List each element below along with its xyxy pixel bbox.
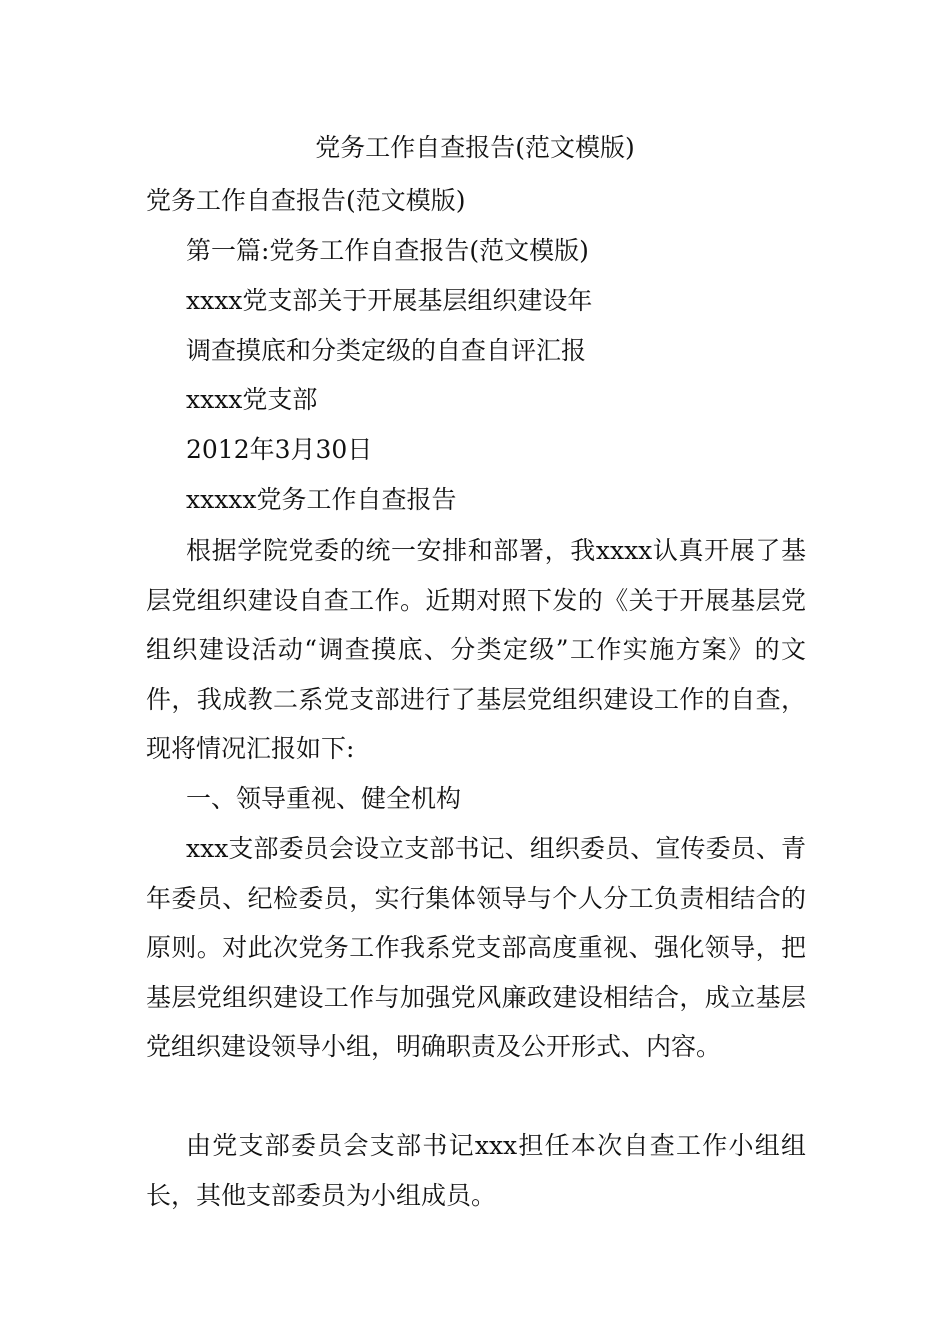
report-date: 2012年3月30日 (186, 435, 373, 464)
section-heading: 一、领导重视、健全机构 (186, 784, 462, 813)
body-paragraph: 根据学院党委的统一安排和部署，我xxxx认真开展了基层党组织建设自查工作。近期对照下发的《关于开展基层党组织建设活动“调查摸底、分类定级”工作实施方案》的文件，我成教二系党支部进行了基层党组织建设工作的自查，现将情况汇报如下: (146, 536, 806, 764)
report-heading-line-1: xxxx党支部关于开展基层组织建设年 (186, 286, 593, 315)
body-paragraph: xxx支部委员会设立支部书记、组织委员、宣传委员、青年委员、纪检委员，实行集体领导与个人分工负责相结合的原则。对此次党务工作我系党支部高度重视、强化领导，把基层党组织建设工作与加强党风廉政建设相结合，成立基层党组织建设领导小组，明确职责及公开形式、内容。 (146, 834, 806, 1062)
organization-name: xxxx党支部 (186, 385, 318, 414)
body-paragraph: 由党支部委员会支部书记xxx担任本次自查工作小组组长，其他支部委员为小组成员。 (146, 1131, 806, 1210)
document-title: 党务工作自查报告(范文模版) (315, 133, 635, 162)
chapter-heading: 第一篇:党务工作自查报告(范文模版) (186, 236, 589, 265)
document-subtitle: 党务工作自查报告(范文模版) (146, 186, 466, 215)
report-heading-line-2: 调查摸底和分类定级的自查自评汇报 (186, 336, 587, 365)
report-name: xxxxx党务工作自查报告 (186, 485, 457, 514)
